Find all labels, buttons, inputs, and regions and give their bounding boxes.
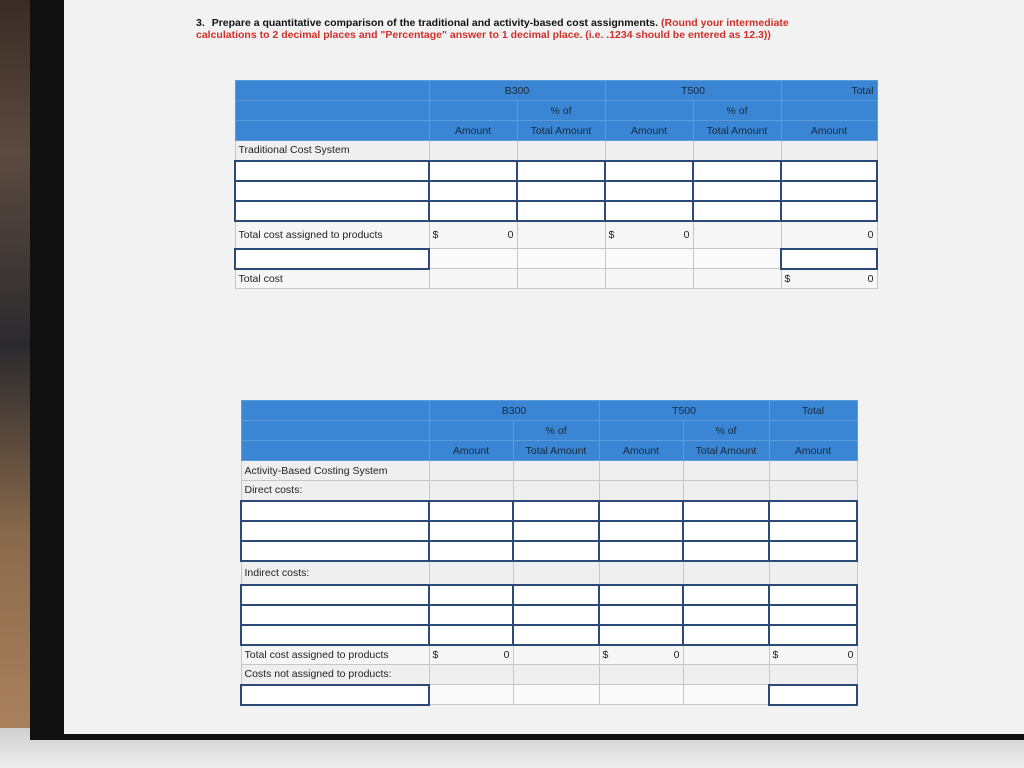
total-cost-label: Total cost xyxy=(235,269,429,289)
b300-total xyxy=(429,645,513,665)
col-pct-of: % of xyxy=(513,421,599,441)
amount-input[interactable] xyxy=(599,541,683,561)
label-input[interactable] xyxy=(241,625,429,645)
question-instruction: (Round your intermediate calculations to 2 decimal places and "Percentage" answer to 1 decimal place. (i.e. .1234 should be entered as 12.3)) xyxy=(196,17,789,41)
amount-input[interactable] xyxy=(769,685,857,705)
input-row xyxy=(241,685,857,705)
section-row xyxy=(241,461,857,481)
total-assigned-row xyxy=(235,221,877,249)
input-row xyxy=(241,585,857,605)
amount-input[interactable] xyxy=(429,501,513,521)
header-row-pct xyxy=(241,421,857,441)
question-text xyxy=(196,17,796,41)
label-input[interactable] xyxy=(235,201,429,221)
total-cost-row xyxy=(235,269,877,289)
abc-table xyxy=(240,400,858,706)
amount-input[interactable] xyxy=(769,541,857,561)
section-label: Traditional Cost System xyxy=(235,141,429,161)
total-assigned-label: Total cost assigned to products xyxy=(235,221,429,249)
col-amount: Amount xyxy=(429,441,513,461)
grand-total xyxy=(781,269,877,289)
amount-input[interactable] xyxy=(769,625,857,645)
label-input[interactable] xyxy=(235,181,429,201)
currency-symbol: $ xyxy=(784,272,791,285)
amount-input[interactable] xyxy=(769,521,857,541)
direct-costs-row xyxy=(241,481,857,501)
input-row xyxy=(235,201,877,221)
section-label: Activity-Based Costing System xyxy=(241,461,429,481)
col-amount: Amount xyxy=(781,121,877,141)
label-input[interactable] xyxy=(241,685,429,705)
header-row-products xyxy=(235,81,877,101)
total-assigned-row xyxy=(241,645,857,665)
amount-input[interactable] xyxy=(429,181,517,201)
amount-input[interactable] xyxy=(599,605,683,625)
amount-input[interactable] xyxy=(599,625,683,645)
section-row xyxy=(235,141,877,161)
total-total-value: 0 xyxy=(847,648,854,661)
col-b300: B300 xyxy=(429,81,605,101)
label-input[interactable] xyxy=(241,605,429,625)
t500-total xyxy=(599,645,683,665)
percent-input[interactable] xyxy=(683,625,769,645)
amount-input[interactable] xyxy=(605,201,693,221)
percent-input[interactable] xyxy=(683,501,769,521)
amount-input[interactable] xyxy=(605,181,693,201)
input-row xyxy=(241,541,857,561)
amount-input[interactable] xyxy=(429,605,513,625)
amount-input[interactable] xyxy=(781,249,877,269)
input-row xyxy=(241,625,857,645)
percent-input[interactable] xyxy=(513,605,599,625)
grand-total-value: 0 xyxy=(867,272,874,285)
percent-input[interactable] xyxy=(513,541,599,561)
input-row xyxy=(235,249,877,269)
col-b300: B300 xyxy=(429,401,599,421)
total-total xyxy=(769,645,857,665)
col-pct-of: % of xyxy=(683,421,769,441)
total-total-value: 0 xyxy=(781,221,877,249)
amount-input[interactable] xyxy=(429,201,517,221)
input-row xyxy=(235,161,877,181)
header-row-amount xyxy=(241,441,857,461)
amount-input[interactable] xyxy=(429,541,513,561)
label-input[interactable] xyxy=(241,541,429,561)
not-assigned-row xyxy=(241,665,857,685)
percent-input[interactable] xyxy=(513,585,599,605)
t500-total-value: 0 xyxy=(673,648,680,661)
percent-input[interactable] xyxy=(683,521,769,541)
col-total: Total xyxy=(781,81,877,101)
indirect-costs-row xyxy=(241,561,857,585)
col-amount: Amount xyxy=(605,121,693,141)
col-pct-of: % of xyxy=(693,101,781,121)
col-amount: Amount xyxy=(429,121,517,141)
amount-input[interactable] xyxy=(605,161,693,181)
header-row-amount xyxy=(235,121,877,141)
total-assigned-label: Total cost assigned to products xyxy=(241,645,429,665)
input-row xyxy=(241,501,857,521)
amount-input[interactable] xyxy=(429,521,513,541)
col-total-amount: Total Amount xyxy=(513,441,599,461)
percent-input[interactable] xyxy=(693,161,781,181)
percent-input[interactable] xyxy=(517,201,605,221)
amount-input[interactable] xyxy=(769,605,857,625)
percent-input[interactable] xyxy=(683,541,769,561)
amount-input[interactable] xyxy=(781,181,877,201)
col-t500: T500 xyxy=(605,81,781,101)
amount-input[interactable] xyxy=(599,585,683,605)
col-t500: T500 xyxy=(599,401,769,421)
t500-total-value: 0 xyxy=(683,228,690,241)
amount-input[interactable] xyxy=(599,501,683,521)
percent-input[interactable] xyxy=(517,161,605,181)
percent-input[interactable] xyxy=(683,605,769,625)
question-prompt: Prepare a quantitative comparison of the traditional and activity-based cost assignments. xyxy=(211,17,659,29)
currency-symbol: $ xyxy=(602,648,609,661)
col-pct-of: % of xyxy=(517,101,605,121)
col-amount: Amount xyxy=(769,441,857,461)
col-total-amount: Total Amount xyxy=(683,441,769,461)
amount-input[interactable] xyxy=(781,201,877,221)
col-total-amount: Total Amount xyxy=(693,121,781,141)
not-assigned-label: Costs not assigned to products: xyxy=(241,665,429,685)
amount-input[interactable] xyxy=(769,501,857,521)
col-amount: Amount xyxy=(599,441,683,461)
amount-input[interactable] xyxy=(599,521,683,541)
col-total-amount: Total Amount xyxy=(517,121,605,141)
currency-symbol: $ xyxy=(432,228,439,241)
percent-input[interactable] xyxy=(683,585,769,605)
b300-total-value: 0 xyxy=(503,648,510,661)
currency-symbol: $ xyxy=(432,648,439,661)
b300-total xyxy=(429,221,517,249)
percent-input[interactable] xyxy=(513,521,599,541)
percent-input[interactable] xyxy=(693,201,781,221)
input-row xyxy=(235,181,877,201)
traditional-table xyxy=(234,80,878,289)
screen xyxy=(64,0,1024,734)
input-row xyxy=(241,521,857,541)
question-number: 3. xyxy=(196,17,205,29)
label-input[interactable] xyxy=(241,521,429,541)
indirect-costs-label: Indirect costs: xyxy=(241,561,429,585)
currency-symbol: $ xyxy=(772,648,779,661)
header-row-products xyxy=(241,401,857,421)
amount-input[interactable] xyxy=(769,585,857,605)
currency-symbol: $ xyxy=(608,228,615,241)
b300-total-value: 0 xyxy=(507,228,514,241)
percent-input[interactable] xyxy=(513,625,599,645)
amount-input[interactable] xyxy=(781,161,877,181)
label-input[interactable] xyxy=(235,249,429,269)
label-input[interactable] xyxy=(241,585,429,605)
amount-input[interactable] xyxy=(429,585,513,605)
label-input[interactable] xyxy=(235,161,429,181)
amount-input[interactable] xyxy=(429,625,513,645)
direct-costs-label: Direct costs: xyxy=(241,481,429,501)
t500-total xyxy=(605,221,693,249)
percent-input[interactable] xyxy=(517,181,605,201)
input-row xyxy=(241,605,857,625)
percent-input[interactable] xyxy=(693,181,781,201)
col-total: Total xyxy=(769,401,857,421)
header-row-pct xyxy=(235,101,877,121)
amount-input[interactable] xyxy=(429,161,517,181)
label-input[interactable] xyxy=(241,501,429,521)
percent-input[interactable] xyxy=(513,501,599,521)
